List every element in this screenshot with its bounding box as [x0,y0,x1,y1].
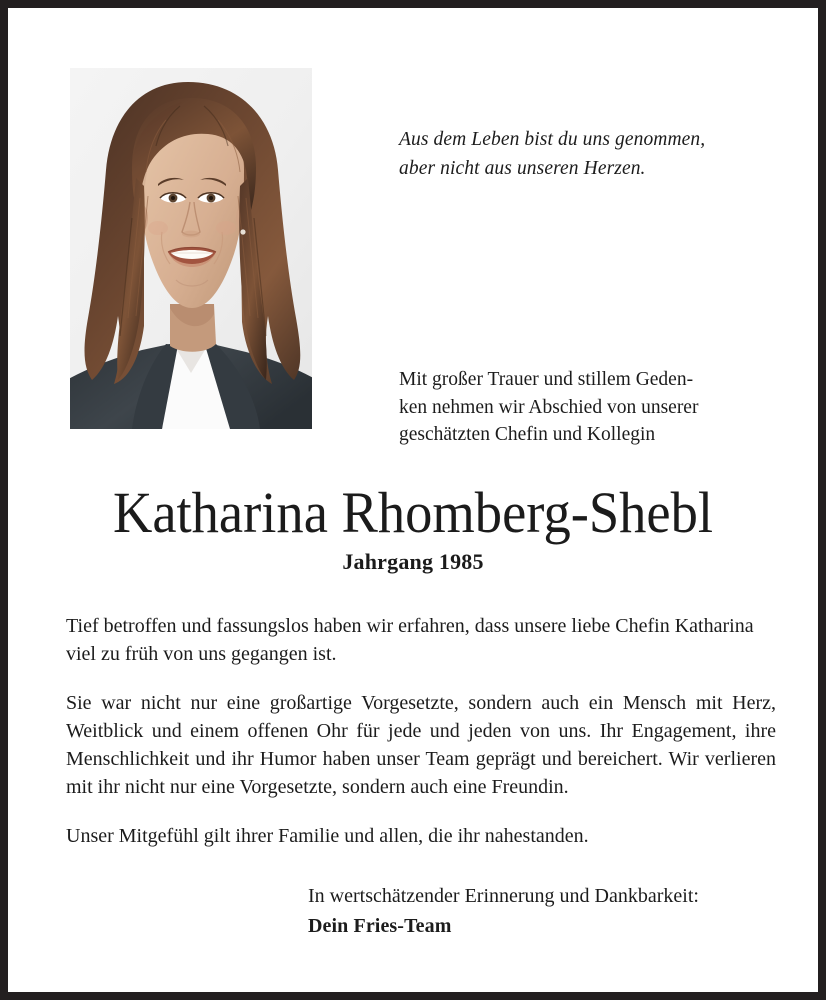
body-paragraph-1: Tief betroffen und fassungslos haben wir erfahren, dass unsere liebe Chefin Katharina viel zu früh von uns gegangen ist. [66,615,754,665]
intro-line-2: ken nehmen wir Abschied von unserer [399,396,699,418]
body-paragraph-2: Sie war nicht nur eine großartige Vorgesetzte, sondern auch ein Mensch mit Herz, Weitblick und einem offenen Ohr für jede und jeden von uns. Ihr Engagement, ihre Menschlichkeit und ihr Humor haben unser Team geprägt und bereichert. Wir verlieren mit ihr nicht nur eine Vorgesetzte, sondern auch eine Freundin. [66,692,776,798]
intro-text [399,366,771,449]
birth-year-label: Jahrgang 1985 [342,549,484,574]
closing-line: In wertschätzender Erinnerung und Dankbarkeit: [308,885,699,907]
portrait-illustration [70,68,312,429]
memorial-quote [399,126,759,184]
intro-line-1: Mit großer Trauer und stillem Geden- [399,369,694,390]
quote-line-1: Aus dem Leben bist du uns genommen, [399,129,706,150]
deceased-name: Katharina Rhomberg-Shebl [112,480,714,545]
body-paragraph-3: Unser Mitgefühl gilt ihrer Familie und allen, die ihr nahestanden. [66,825,589,847]
notice-inner [8,8,818,992]
obituary-body [66,612,776,850]
closing-block [308,882,699,941]
quote-line-2: aber nicht aus unseren Herzen. [399,157,646,179]
intro-line-3: geschätzten Chefin und Kollegin [399,424,656,446]
portrait-photo [70,68,312,429]
signature: Dein Fries-Team [308,915,452,938]
